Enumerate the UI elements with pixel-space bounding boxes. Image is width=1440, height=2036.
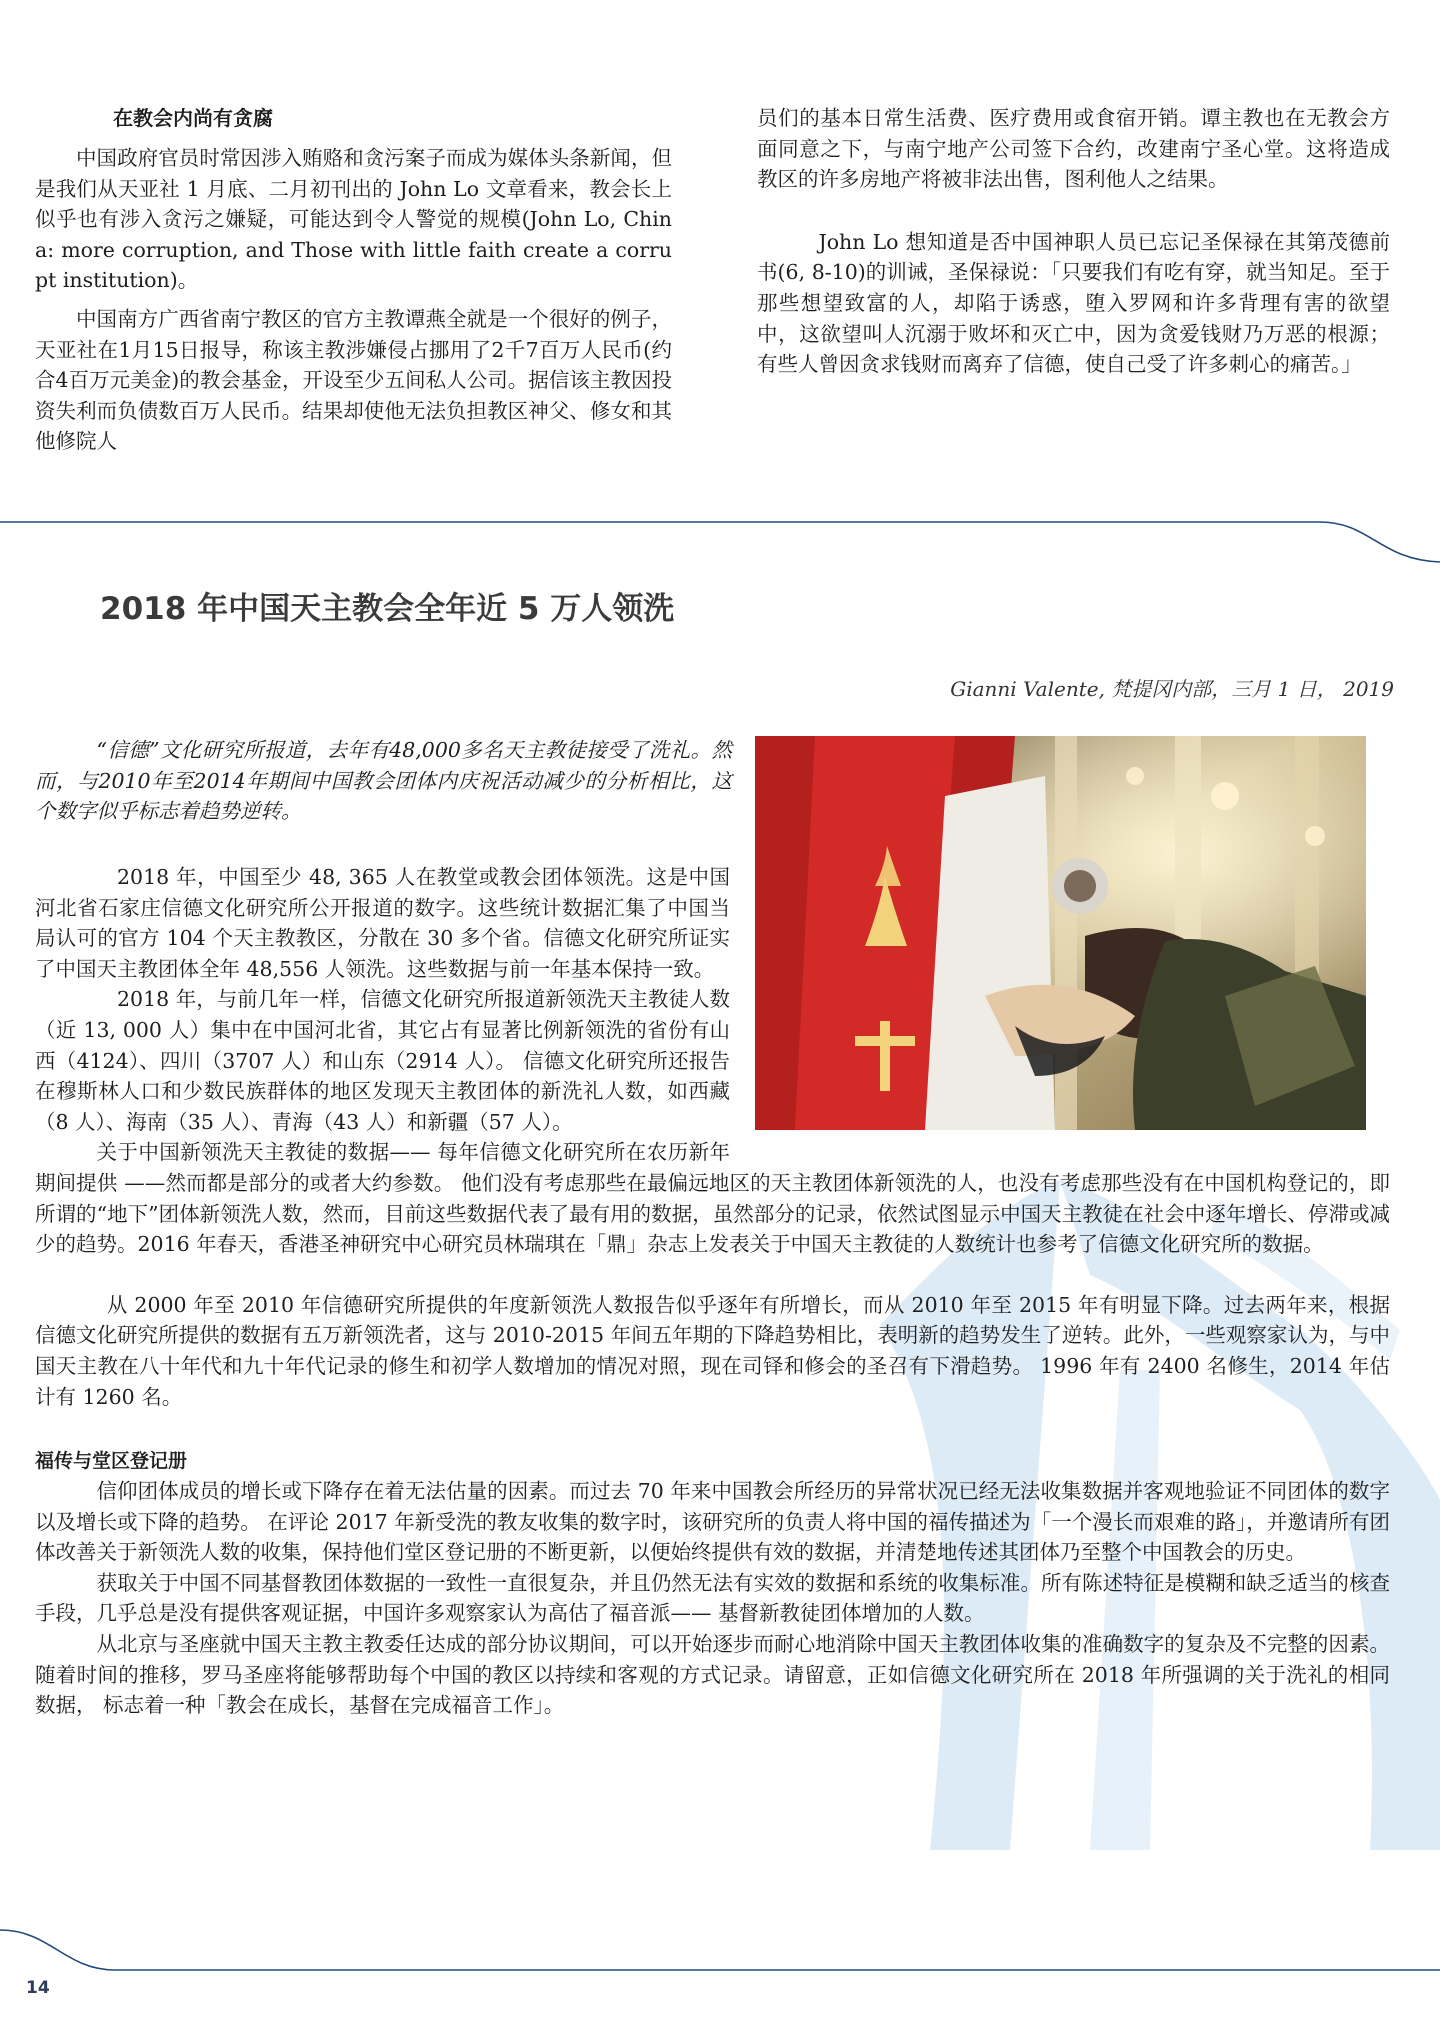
paragraph: 关于中国新领洗天主教徒的数据—— 每年信德文化研究所在农历新年期间提供 ——然而都是部分的或者大约参数。 他们没有考虑那些在最偏远地区的天主教团体新领洗的人，也没有考虑那些没有在中国机构登记的，即所谓的“地下”团体新领洗人数，然而，目前这些数据代表了最有用的数据，虽然部分的记录，依然试图显示中国天主教徒在社会中逐年增长、停滞或减少的趋势。2016 年春天，香港圣神研究中心研究员林瑞琪在「鼎」杂志上发表关于中国天主教徒的人数统计也参考了信德文化研究所的数据。 — [35, 1140, 1390, 1257]
section-subheading: 福传与堂区登记册 — [35, 1450, 188, 1473]
top-right-column — [757, 103, 1390, 380]
paragraph: 从 2000 年至 2010 年信德研究所提供的年度新领洗人数报告似乎逐年有所增长，而从 2010 年至 2015 年有明显下降。过去两年来，根据信德文化研究所提供的数据有五万新领洗者，这与 2010-2015 年间五年期的下降趋势相比，表明新的趋势发生了逆转。此外，一些观察家认为，与中国天主教在八十年代和九十年代记录的修生和初学人数增加的情况对照，现在司铎和修会的圣召有下滑趋势。 1996 年有 2400 名修生，2014 年估计有 1260 名。 — [35, 1292, 1390, 1409]
paragraph: 中国南方广西省南宁教区的官方主教谭燕全就是一个很好的例子，天亚社在1月15日报导，称该主教涉嫌侵占挪用了2千7百万人民币(约合4百万元美金)的教会基金，开设至少五间私人公司。据信该主教因投资失利而负债数百万人民币。结果却使他无法负担教区神父、修女和其他修院人 — [35, 306, 672, 454]
page-number: 14 — [26, 1978, 50, 1998]
article-lead — [35, 735, 732, 853]
paragraph: 2018 年，与前几年一样，信德文化研究所报道新领洗天主教徒人数（近 13, 000 人）集中在中国河北省，其它占有显著比例新领洗的省份有山西（4124）、四川（3707 人）和山东（2914 人）。 信德文化研究所还报告在穆斯林人口和少数民族群体的地区发现天主教团体的新洗礼人数，如西藏（8 人）、海南（35 人）、青海（43 人）和新疆（57 人）。 — [35, 987, 730, 1134]
paragraph: 从北京与圣座就中国天主教主教委任达成的部分协议期间，可以开始逐步而耐心地消除中国天主教团体收集的准确数字的复杂及不完整的因素。随着时间的推移，罗马圣座将能够帮助每个中国的教区以持续和客观的方式记录。请留意，正如信德文化研究所在 2018 年所强调的关于洗礼的相同数据， 标志着一种「教会在成长，基督在完成福音工作」。 — [35, 1632, 1390, 1718]
lead-paragraph: “信德”文化研究所报道，去年有48,000多名天主教徒接受了洗礼。然而，与2010年至2014年期间中国教会团体内庆祝活动减少的分析相比，这个数字似乎标志着趋势逆转。 — [35, 738, 732, 824]
article-body — [35, 862, 1390, 1721]
section-heading: 在教会内尚有贪腐 — [113, 106, 273, 130]
paragraph: 2018 年，中国至少 48, 365 人在教堂或教会团体领洗。这是中国河北省石家庄信德文化研究所公开报道的数字。这些统计数据汇集了中国当局认可的官方 104 个天主教教区，分散在 30 多个省。信德文化研究所证实了中国天主教团体全年 48,556 人领洗。这些数据与前一年基本保持一致。 — [35, 865, 730, 981]
paragraph: 中国政府官员时常因涉入贿赂和贪污案子而成为媒体头条新闻，但是我们从天亚社 1 月底、二月初刊出的 John Lo 文章看来，教会长上似乎也有涉入贪污之嫌疑，可能达到令人警觉的规模(John Lo, China: more corruption, and Those with little faith create a corrupt institution)。 — [35, 146, 672, 293]
paragraph: 获取关于中国不同基督教团体数据的一致性一直很复杂，并且仍然无法有实效的数据和系统的收集标准。所有陈述特征是模糊和缺乏适当的核查手段，几乎总是没有提供客观证据，中国许多观察家认为高估了福音派—— 基督新教徒团体增加的人数。 — [35, 1570, 1390, 1626]
section-divider — [0, 500, 1440, 570]
article-byline: Gianni Valente, 梵提冈内部，三月 1 日， 2019 — [950, 677, 1394, 701]
footer-divider — [0, 1908, 1440, 1978]
article-title: 2018 年中国天主教会全年近 5 万人领洗 — [100, 591, 675, 627]
paragraph: 信仰团体成员的增长或下降存在着无法估量的因素。而过去 70 年来中国教会所经历的异常状况已经无法收集数据并客观地验证不同团体的数字以及增长或下降的趋势。 在评论 2017 年新受洗的教友收集的数字时，该研究所的负责人将中国的福传描述为「一个漫长而艰难的路」，并邀请所有团体改善关于新领洗人数的收集，保持他们堂区登记册的不断更新，以便始终提供有效的数据，并清楚地传述其团体乃至整个中国教会的历史。 — [35, 1479, 1390, 1565]
paragraph: John Lo 想知道是否中国神职人员已忘记圣保禄在其第茂德前书(6, 8-10)的训诫，圣保禄说：「只要我们有吃有穿，就当知足。至于那些想望致富的人，却陷于诱惑，堕入罗网和许多背理有害的欲望中，这欲望叫人沉溺于败坏和灭亡中，因为贪爱钱财乃万恶的根源；有些人曾因贪求钱财而离弃了信德，使自己受了许多刺心的痛苦。」 — [757, 229, 1390, 377]
top-left-column — [35, 103, 672, 457]
paragraph: 员们的基本日常生活费、医疗费用或食宿开销。谭主教也在无教会方面同意之下，与南宁地产公司签下合约，改建南宁圣心堂。这将造成教区的许多房地产将被非法出售，图利他人之结果。 — [757, 106, 1390, 192]
photo-wrap-spacer — [730, 862, 1390, 1148]
